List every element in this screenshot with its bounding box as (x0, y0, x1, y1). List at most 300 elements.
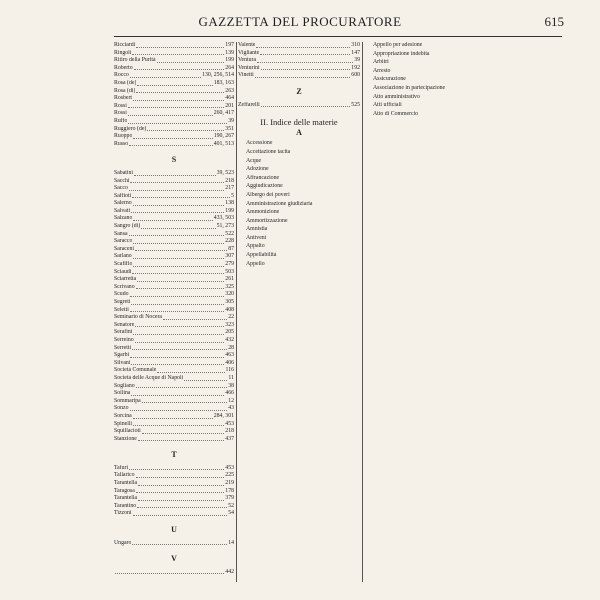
index-entry-name: Tafuri (114, 464, 129, 471)
subject-entry (365, 111, 565, 119)
index-entry (114, 208, 234, 216)
dot-leader (137, 276, 224, 282)
index-entry (114, 569, 234, 577)
index-block-u (114, 540, 234, 548)
dot-leader (138, 480, 224, 486)
subject-entry-text: Assicurazione (373, 76, 406, 83)
column-divider-1 (236, 42, 237, 582)
subject-entry (365, 59, 565, 67)
dot-leader (133, 421, 224, 427)
index-entry (114, 118, 234, 126)
subject-entry-text: Associazione in partecipazione (373, 84, 446, 91)
index-entry-name: Società delle Acque di Napoli (114, 374, 184, 381)
index-entry-page: 305 (225, 299, 234, 305)
dot-leader (136, 383, 228, 389)
index-entry (238, 65, 360, 73)
section-letter-z: Z (296, 86, 302, 96)
index-entry-page: 463 (225, 352, 234, 359)
section-letter-v: V (171, 554, 177, 564)
index-entry (114, 126, 234, 134)
dot-leader (115, 569, 224, 575)
index-entry-name: Seminario di Nocera (114, 314, 162, 321)
index-entry (114, 42, 234, 50)
index-entry (114, 307, 234, 315)
index-entry (114, 72, 234, 80)
index-entry-page: 201 (225, 102, 234, 109)
index-entry (114, 488, 234, 496)
index-entry-page: 284, 301 (213, 412, 234, 419)
index-entry (114, 223, 234, 231)
index-entry-name: Tarantino (114, 502, 137, 509)
index-entry-name: Vinetti (238, 72, 254, 79)
index-block-r (114, 42, 234, 148)
index-entry-name: Scrivano (114, 283, 135, 290)
dot-leader (137, 80, 212, 86)
index-entry (114, 276, 234, 284)
index-entry (114, 238, 234, 246)
dot-leader (135, 337, 225, 343)
subject-entry (238, 218, 360, 226)
index-entry-page: 199 (225, 207, 234, 214)
index-entry (114, 345, 234, 353)
index-entry-name: Ringoli (114, 49, 132, 56)
dot-leader (134, 65, 225, 71)
index-entry-name: Sollina (114, 390, 131, 397)
index-entry-page: 279 (225, 261, 234, 268)
index-entry (114, 193, 234, 201)
index-entry-name: Segreti (114, 299, 131, 305)
subject-entry (238, 201, 360, 209)
index-entry-page: 225 (225, 472, 234, 479)
subject-entry (238, 183, 360, 191)
index-block-v (114, 569, 234, 577)
subject-entry-text: Appellabilità (246, 252, 277, 259)
dot-leader (136, 488, 224, 494)
dot-leader (129, 465, 224, 471)
dot-leader (129, 141, 213, 147)
index-entry-name: Sansa (114, 230, 128, 237)
dot-leader (131, 390, 224, 396)
index-entry-name: Sabatini (114, 169, 133, 176)
index-entry-name: Tarantella (114, 480, 138, 487)
section-letter-a: A (296, 127, 302, 137)
index-entry-page: 228 (225, 238, 234, 245)
index-entry-page: 379 (225, 495, 234, 502)
index-entry-page: 307 (225, 253, 234, 260)
header-rule (114, 36, 562, 37)
subject-entry-text: Acque (246, 157, 262, 164)
dot-leader (260, 50, 350, 56)
subject-entry (365, 51, 565, 59)
column-divider-2 (362, 42, 363, 582)
dot-leader (136, 472, 225, 478)
dot-leader (261, 102, 351, 108)
subject-entry-text: Appello (246, 260, 265, 267)
index-entry-page: 197 (225, 42, 234, 48)
index-entry-page: 351 (225, 125, 234, 132)
index-entry (114, 465, 234, 473)
dot-leader (133, 510, 228, 516)
index-entry (114, 421, 234, 429)
index-entry (114, 231, 234, 239)
index-entry (114, 80, 234, 88)
dot-leader (256, 42, 350, 48)
subject-entry (365, 94, 565, 102)
dot-leader (134, 170, 216, 176)
index-entry-name: Serafini (114, 329, 133, 336)
index-entry (114, 436, 234, 444)
index-entry-page: 218 (225, 177, 234, 184)
subject-entry-text: Appropriazione indebita (373, 50, 430, 57)
index-entry-name: Rosbert (114, 95, 133, 102)
index-entry-page: 11 (228, 374, 234, 381)
dot-leader (128, 110, 213, 116)
index-entry-name: Saraceni (114, 245, 134, 252)
index-entry-page: 320 (225, 291, 234, 298)
index-entry-page: 178 (225, 487, 234, 494)
dot-leader (133, 238, 224, 244)
index-entry (114, 360, 234, 368)
index-entry-name: Silvani (114, 359, 131, 366)
index-entry (114, 503, 234, 511)
subject-entry (365, 42, 565, 50)
index-entry-page: 325 (225, 283, 234, 290)
index-entry (114, 110, 234, 118)
index-entry-name: Sangro (di) (114, 223, 141, 230)
index-entry-page: 406 (225, 359, 234, 366)
dot-leader (142, 428, 225, 434)
index-entry (114, 253, 234, 261)
index-block-v-cont (238, 42, 360, 80)
dot-leader (128, 103, 224, 109)
index-entry-name: Ricciardi (114, 42, 136, 48)
subject-entry (238, 158, 360, 166)
dot-leader (133, 95, 224, 101)
index-entry-page: 453 (225, 420, 234, 427)
subject-entry-text: Atti ufficiali (373, 102, 402, 109)
dot-leader (147, 126, 224, 132)
dot-leader (257, 57, 353, 63)
index-entry-page: 310 (351, 42, 360, 48)
subject-entry (238, 209, 360, 217)
index-entry-name: Ritiro della Purità (114, 57, 156, 64)
index-entry-page: 218 (225, 428, 234, 435)
index-entry-name: Ungaro (114, 539, 132, 546)
index-entry-page: 205 (225, 329, 234, 336)
index-entry-page: 600 (351, 72, 360, 79)
subject-entry (238, 175, 360, 183)
index-entry-page: 437 (225, 435, 234, 442)
index-entry-name: Russo (114, 140, 129, 147)
dot-leader (129, 231, 225, 237)
index-entry-page: 138 (225, 200, 234, 207)
dot-leader (133, 261, 224, 267)
dot-leader (130, 352, 224, 358)
dot-leader (132, 269, 224, 275)
index-entry-page: 5 (231, 192, 234, 199)
index-entry (114, 178, 234, 186)
index-entry-name: Spinelli (114, 420, 133, 427)
index-entry (114, 50, 234, 58)
index-entry-page: 51, 273 (216, 223, 234, 230)
index-entry (114, 375, 234, 383)
dot-leader (130, 405, 228, 411)
dot-leader (130, 178, 224, 184)
index-entry-name: Zeffarelli (238, 101, 260, 108)
subject-entry-text: Affrancazione (246, 174, 280, 181)
index-entry-name: Rocco (114, 72, 129, 79)
subject-entry (238, 226, 360, 234)
dot-leader (157, 57, 225, 63)
index-entry-page: 192 (351, 64, 360, 71)
index-entry (238, 50, 360, 58)
dot-leader (133, 200, 225, 206)
index-entry (114, 133, 234, 141)
index-entry-name: Sciarretta (114, 276, 137, 283)
index-entry (114, 246, 234, 254)
subject-entry (238, 261, 360, 269)
dot-leader (132, 193, 230, 199)
index-block-s (114, 170, 234, 443)
index-entry-name: Salvati (114, 207, 131, 214)
name-index-column-2 (238, 42, 360, 582)
index-entry-page: 39 (354, 57, 360, 64)
subject-entry-text: Ammortizzazione (246, 217, 288, 224)
name-index-column-1 (114, 42, 234, 582)
index-entry (114, 352, 234, 360)
index-entry-name: Scudo (114, 291, 129, 298)
index-entry-name: Serreino (114, 336, 134, 343)
index-entry-page: 453 (225, 464, 234, 471)
subject-index-text-cont (365, 42, 565, 118)
subject-entry-text: Arresto (373, 67, 391, 74)
dot-leader (142, 398, 227, 404)
index-entry-name: Scafiflo (114, 261, 133, 268)
index-entry-page: 219 (225, 480, 234, 487)
index-entry-page: 116 (225, 367, 234, 374)
subject-entry (365, 76, 565, 84)
index-entry-name: Serretti (114, 344, 132, 351)
index-entry (238, 57, 360, 65)
index-entry (114, 510, 234, 518)
index-entry (114, 480, 234, 488)
subject-entry-text: Arbitri (373, 59, 389, 66)
index-entry (238, 102, 360, 110)
dot-leader (133, 413, 213, 419)
dot-leader (135, 246, 227, 252)
index-entry (114, 472, 234, 480)
dot-leader (133, 329, 224, 335)
index-entry (114, 398, 234, 406)
index-entry-page: 190, 267 (213, 133, 234, 140)
subject-index-column-3 (365, 42, 565, 582)
index-entry (114, 261, 234, 269)
index-entry-page: 54 (228, 510, 234, 517)
index-entry-name: Sacco (114, 185, 128, 192)
index-entry-name: Sarlano (114, 253, 132, 260)
index-entry (114, 88, 234, 96)
index-entry-name: Sorcina (114, 412, 132, 419)
subject-entry-text: Adozione (246, 166, 269, 173)
index-entry-page: 28 (228, 344, 234, 351)
index-entry-name: Sgarbi (114, 352, 130, 359)
dot-leader (133, 133, 212, 139)
subject-entry-text: Aggiudicazione (246, 183, 283, 190)
dot-leader (255, 72, 351, 78)
dot-leader (141, 223, 215, 229)
index-entry-page: 264 (225, 64, 234, 71)
dot-leader (133, 215, 212, 221)
index-entry (114, 405, 234, 413)
index-entry-page: 199 (225, 57, 234, 64)
section-letter-u: U (171, 525, 177, 535)
index-entry (114, 322, 234, 330)
subject-entry-text: Albergo dei poveri (246, 191, 290, 198)
subject-entry (238, 252, 360, 260)
index-entry (114, 314, 234, 322)
dot-leader (130, 291, 225, 297)
index-entry-page: 263 (225, 87, 234, 94)
index-entry (114, 428, 234, 436)
subject-entry-text: Atto amministrativo (373, 93, 420, 100)
page-number: 615 (544, 14, 564, 29)
dot-leader (131, 208, 224, 214)
index-entry (114, 185, 234, 193)
index-entry (114, 95, 234, 103)
index-entry-page: 139 (225, 49, 234, 56)
subject-entry (238, 243, 360, 251)
index-entry-page: 38 (228, 382, 234, 389)
section-letter-s: S (171, 155, 177, 165)
index-entry-name: Salzano (114, 215, 133, 222)
index-entry-name: Saracco (114, 238, 133, 245)
index-entry-name: Senatore (114, 321, 135, 328)
subject-entry-text: Appalto (246, 243, 265, 250)
index-entry (114, 65, 234, 73)
index-entry-page: 261 (225, 276, 234, 283)
index-entry-page: 12 (228, 397, 234, 404)
dot-leader (261, 65, 351, 71)
index-entry-name: Società Comunale (114, 367, 157, 374)
index-entry-name: Stanzione (114, 435, 137, 442)
subject-index-text (238, 140, 360, 268)
dot-leader (138, 495, 224, 501)
index-entry-name: Sacchi (114, 177, 130, 184)
index-entry (114, 57, 234, 65)
dot-leader (136, 284, 225, 290)
index-entry (114, 329, 234, 337)
index-entry-name: Squillacioti (114, 428, 141, 435)
index-entry-name: Rossi (114, 102, 127, 109)
dot-leader (128, 118, 227, 124)
index-entry-name: Venturini (238, 64, 260, 71)
index-entry (114, 367, 234, 375)
subject-entry-text: Ammonizione (246, 209, 280, 216)
index-entry-page: 87 (228, 245, 234, 252)
index-entry-page: 130, 256, 514 (202, 72, 234, 79)
dot-leader (163, 314, 227, 320)
journal-title: GAZZETTA DEL PROCURATORE (198, 14, 402, 29)
index-entry-page: 525 (351, 101, 360, 108)
subject-entry-text: Amnistia (246, 226, 268, 233)
index-entry-name: Ventura (238, 57, 257, 64)
index-entry-page: 147 (351, 49, 360, 56)
index-entry (114, 291, 234, 299)
index-entry-name: Seletti (114, 306, 129, 313)
index-entry-page: 464 (225, 95, 234, 102)
page-header (0, 14, 600, 36)
dot-leader (157, 367, 224, 373)
index-entry-page: 183, 163 (213, 79, 234, 86)
index-entry-page: 323 (225, 321, 234, 328)
index-entry-name: Tizzoni (114, 510, 132, 517)
index-entry-name: Rossi (114, 110, 127, 117)
subject-entry-text: Atto di Commercio (373, 110, 419, 117)
index-entry (114, 337, 234, 345)
index-entry-name: Ruggiero (de) (114, 125, 147, 132)
section-letter-t: T (171, 450, 177, 460)
index-entry (114, 269, 234, 277)
index-entry-page: 442 (225, 568, 234, 575)
index-entry-name: Taragosa (114, 487, 135, 494)
dot-leader (135, 322, 224, 328)
index-entry-page: 503 (225, 268, 234, 275)
subject-entry (238, 166, 360, 174)
index-block-t (114, 465, 234, 518)
dot-leader (184, 375, 227, 381)
index-entry-name: Tarantella (114, 495, 138, 502)
index-entry-page: 14 (228, 539, 234, 546)
index-entry-name: Rosa (di) (114, 87, 136, 94)
index-entry (114, 200, 234, 208)
index-entry-name: Ruoppo (114, 133, 133, 140)
subject-entry (238, 149, 360, 157)
index-entry (238, 72, 360, 80)
dot-leader (131, 299, 224, 305)
index-entry (114, 103, 234, 111)
subject-entry (238, 140, 360, 148)
dot-leader (136, 42, 224, 48)
subject-index-title: II. Indice delle materie (260, 117, 338, 128)
index-entry-name: Vigliante (238, 49, 260, 56)
index-entry-name: Tallarico (114, 472, 135, 479)
index-entry (114, 299, 234, 307)
index-entry (114, 170, 234, 178)
index-entry-page: 43 (228, 405, 234, 412)
subject-entry (238, 235, 360, 243)
subject-entry-text: Accessione (246, 140, 273, 147)
index-entry-page: 408 (225, 306, 234, 313)
index-entry-page: 401, 513 (213, 140, 234, 147)
subject-entry-text: Accettazione tacita (246, 148, 291, 155)
index-entry-name: Sommaripa (114, 397, 141, 404)
index-block-z (238, 102, 360, 110)
index-entry-name: Sciaudi (114, 268, 132, 275)
index-entry-name: Salerno (114, 200, 132, 207)
dot-leader (136, 88, 224, 94)
index-entry-page: 522 (225, 230, 234, 237)
index-entry-page: 260, 417 (213, 110, 234, 117)
index-entry-name: Roberto (114, 64, 133, 71)
dot-leader (132, 540, 227, 546)
index-entry (114, 390, 234, 398)
dot-leader (132, 50, 224, 56)
dot-leader (129, 185, 224, 191)
dot-leader (130, 72, 201, 78)
index-entry (114, 215, 234, 223)
index-entry (114, 383, 234, 391)
index-entry-name: Sogliano (114, 382, 135, 389)
